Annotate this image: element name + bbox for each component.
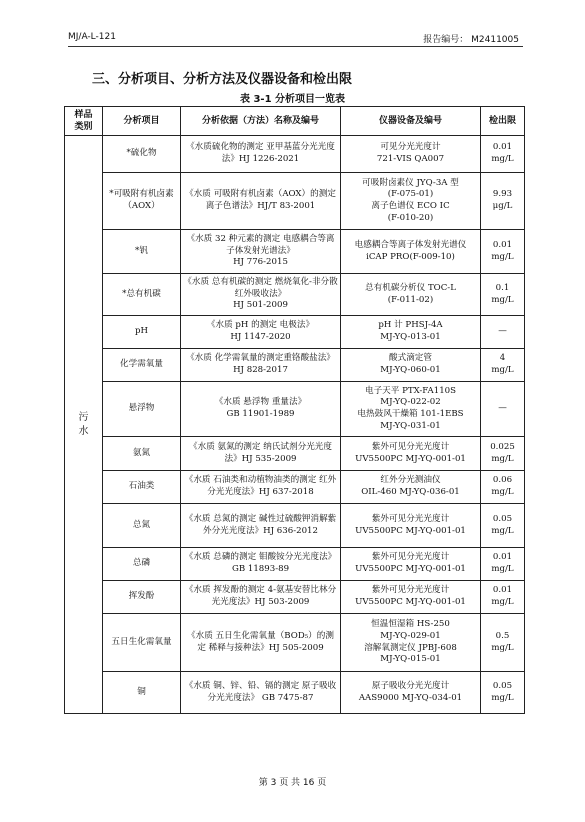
- cell-limit: 0.025 mg/L: [481, 437, 525, 471]
- table-row: [65, 274, 525, 316]
- cell-instrument: 可见分光光度计 721-VIS QA007: [341, 136, 481, 173]
- table-caption: 表 3-1 分析项目一览表: [239, 94, 346, 105]
- cell-instrument: 电子天平 PTX-FA110S MJ-YQ-022-02 电热鼓风干燥箱 101-1EBS MJ-YQ-031-01: [341, 382, 481, 437]
- cell-instrument: 紫外可见分光光度计 UV5500PC MJ-YQ-001-01: [341, 504, 481, 548]
- table-row: [65, 136, 525, 173]
- table-header-row: [65, 107, 525, 136]
- cell-limit: 0.01 mg/L: [481, 230, 525, 274]
- cell-instrument: 紫外可见分光光度计 UV5500PC MJ-YQ-001-01: [341, 548, 481, 581]
- cell-limit: —: [481, 316, 525, 349]
- cell-basis: 《水质 铜、锌、铅、镉的测定 原子吸收分光光度法》 GB 7475-87: [181, 672, 341, 714]
- table-row: [65, 471, 525, 504]
- table-row: [65, 230, 525, 274]
- table-row: [65, 581, 525, 614]
- cell-basis: 《水质 总有机碳的测定 燃烧氧化-非分散红外吸收法》 HJ 501-2009: [181, 274, 341, 316]
- cell-instrument: 原子吸收分光光度计 AAS9000 MJ-YQ-034-01: [341, 672, 481, 714]
- cell-basis: 《水质 总氮的测定 碱性过硫酸钾消解紫外分光光度法》HJ 636-2012: [181, 504, 341, 548]
- cell-item: 总磷: [103, 548, 181, 581]
- cell-limit: 4 mg/L: [481, 349, 525, 382]
- cell-limit: 0.05 mg/L: [481, 672, 525, 714]
- cell-basis: 《水质硫化物的测定 亚甲基蓝分光光度法》HJ 1226-2021: [181, 136, 341, 173]
- table-row: [65, 548, 525, 581]
- report-number: 报告编号： M2411005: [423, 35, 519, 45]
- col-header-basis: 分析依据（方法）名称及编号: [181, 107, 341, 136]
- cell-basis: 《水质 悬浮物 重量法》 GB 11901-1989: [181, 382, 341, 437]
- col-header-limit: 检出限: [481, 107, 525, 136]
- col-header-item: 分析项目: [103, 107, 181, 136]
- cell-basis: 《水质 挥发酚的测定 4-氨基安替比林分光光度法》HJ 503-2009: [181, 581, 341, 614]
- cell-item: 氨氮: [103, 437, 181, 471]
- cell-basis: 《水质 32 种元素的测定 电感耦合等离子体发射光谱法》 HJ 776-2015: [181, 230, 341, 274]
- cell-item: 悬浮物: [103, 382, 181, 437]
- cell-item: 铜: [103, 672, 181, 714]
- sample-category-cell: 污 水: [65, 136, 103, 714]
- table-row: [65, 614, 525, 672]
- col-header-category: 样品 类别: [65, 107, 103, 136]
- cell-item: *可吸附有机卤素（AOX）: [103, 173, 181, 230]
- cell-basis: 《水质 pH 的测定 电极法》 HJ 1147-2020: [181, 316, 341, 349]
- table-row: [65, 672, 525, 714]
- cell-item: 五日生化需氧量: [103, 614, 181, 672]
- cell-basis: 《水质 总磷的测定 钼酸铵分光光度法》GB 11893-89: [181, 548, 341, 581]
- cell-limit: 0.06 mg/L: [481, 471, 525, 504]
- section-title: 三、分析项目、分析方法及仪器设备和检出限: [92, 72, 353, 87]
- page-number: 第 3 页 共 16 页: [258, 778, 327, 788]
- cell-instrument: 紫外可见分光光度计 UV5500PC MJ-YQ-001-01: [341, 581, 481, 614]
- cell-limit: 0.5 mg/L: [481, 614, 525, 672]
- cell-basis: 《水质 五日生化需氧量（BOD₅）的测定 稀释与接种法》HJ 505-2009: [181, 614, 341, 672]
- cell-limit: 0.01 mg/L: [481, 548, 525, 581]
- cell-instrument: 红外分光测油仪 OIL-460 MJ-YQ-036-01: [341, 471, 481, 504]
- cell-item: 化学需氧量: [103, 349, 181, 382]
- cell-item: 挥发酚: [103, 581, 181, 614]
- cell-basis: 《水质 氨氮的测定 纳氏试剂分光光度法》HJ 535-2009: [181, 437, 341, 471]
- table-row: [65, 504, 525, 548]
- cell-basis: 《水质 化学需氧量的测定重铬酸盐法》HJ 828-2017: [181, 349, 341, 382]
- header-divider: [68, 46, 523, 47]
- cell-limit: —: [481, 382, 525, 437]
- col-header-instrument: 仪器设备及编号: [341, 107, 481, 136]
- cell-instrument: pH 计 PHSJ-4A MJ-YQ-013-01: [341, 316, 481, 349]
- cell-item: *硫化物: [103, 136, 181, 173]
- table-row: [65, 173, 525, 230]
- table-row: [65, 349, 525, 382]
- cell-basis: 《水质 可吸附有机卤素（AOX）的测定 离子色谱法》HJ/T 83-2001: [181, 173, 341, 230]
- cell-instrument: 电感耦合等离子体发射光谱仪 iCAP PRO(F-009-10): [341, 230, 481, 274]
- cell-item: pH: [103, 316, 181, 349]
- cell-item: 石油类: [103, 471, 181, 504]
- cell-limit: 0.01 mg/L: [481, 581, 525, 614]
- cell-basis: 《水质 石油类和动植物油类的测定 红外分光光度法》HJ 637-2018: [181, 471, 341, 504]
- cell-instrument: 总有机碳分析仪 TOC-L (F-011-02): [341, 274, 481, 316]
- analysis-items-table: [64, 106, 525, 714]
- cell-limit: 0.01 mg/L: [481, 136, 525, 173]
- cell-instrument: 可吸附卤素仪 JYQ-3A 型 (F-075-01) 离子色谱仪 ECO IC (F-010-20): [341, 173, 481, 230]
- cell-instrument: 紫外可见分光光度计 UV5500PC MJ-YQ-001-01: [341, 437, 481, 471]
- cell-item: *钒: [103, 230, 181, 274]
- doc-code: MJ/A-L-121: [68, 32, 116, 42]
- cell-limit: 0.1 mg/L: [481, 274, 525, 316]
- cell-limit: 0.05 mg/L: [481, 504, 525, 548]
- table-row: [65, 437, 525, 471]
- cell-instrument: 恒温恒湿箱 HS-250 MJ-YQ-029-01 溶解氧测定仪 JPBJ-608 MJ-YQ-015-01: [341, 614, 481, 672]
- table-row: [65, 382, 525, 437]
- table-row: [65, 316, 525, 349]
- cell-item: *总有机碳: [103, 274, 181, 316]
- cell-item: 总氮: [103, 504, 181, 548]
- cell-instrument: 酸式滴定管 MJ-YQ-060-01: [341, 349, 481, 382]
- cell-limit: 9.93 μg/L: [481, 173, 525, 230]
